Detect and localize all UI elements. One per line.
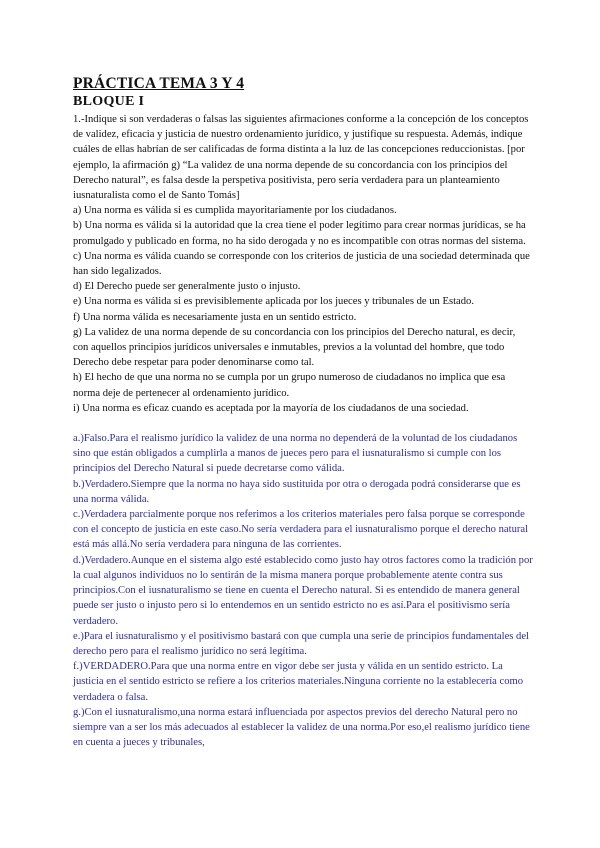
statement-i: i) Una norma es eficaz cuando es aceptada por la mayoría de los ciudadanos de una sociedad. (73, 402, 469, 414)
statement-d: d) El Derecho puede ser generalmente justo o injusto. (73, 281, 301, 293)
exercise-statement: 1.-Indique si son verdaderas o falsas las siguientes afirmaciones conforme a la concepción de los conceptos de validez, eficacia y justicia de nuestro ordenamiento jurídico, y justifique su respuesta. Además, indique cuáles de ellas habrían de ser calificadas de forma distinta a la luz de las concepciones reduccionistas. [por ejemplo, la afirmación g) “La validez de una norma depende de su concordancia con los principios del Derecho natural”, es falsa desde la perspetiva positivista, pero sería verdadera para un planteamiento iusnaturalista como el de Santo Tomás] (73, 114, 529, 202)
statement-g: g) La validez de una norma depende de su concordancia con los principios del Derecho natural, es decir, con aquellos principios jurídicos universales e inmutables, previos a la voluntad del hombre, que todo Derecho debe respetar para poder denominarse como tal. (73, 326, 516, 369)
answer-g: g.)Con el iusnaturalismo,una norma estará influenciada por aspectos previos del derecho Natural pero no siempre van a ser los más adecuados al establecer la validez de una norma.Por eso,el realismo jurídico tiene en cuenta a jueces y tribunales, (73, 706, 530, 749)
document-body (73, 75, 533, 750)
document-title: PRÁCTICA TEMA 3 Y 4 (73, 75, 245, 92)
answer-a: a.)Falso.Para el realismo jurídico la validez de una norma no dependerá de la voluntad de los ciudadanos sino que están obligados a cumplirla a manos de jueces pero para el iusnaturalismo si cumple con los principios del Derecho Natural si puede decretarse como válida. (73, 433, 518, 475)
answer-c: c.)Verdadera parcialmente porque nos referimos a los criterios materiales pero falsa porque se corresponde con el concepto de justicia en este caso.No sería verdadera para el iusnaturalismo porque el derecho natural está más allá.No sería verdadera para ninguna de las corrientes. (73, 509, 529, 551)
statement-a: a) Una norma es válida si es cumplida mayoritariamente por los ciudadanos. (73, 205, 397, 217)
statement-c: c) Una norma es válida cuando se corresponde con los criterios de justicia de una sociedad determinada que han sido legalizados. (73, 250, 530, 278)
spacer (73, 416, 533, 431)
answer-d: d.)Verdadero.Aunque en el sistema algo esté establecido como justo hay otros factores como la tradición por la cual algunos individuos no lo sentirán de la misma manera porque probablemente atente contra sus principios.Con el iusnaturalismo se tiene en cuenta el Derecho natural. Si es entendido de manera general puede ser justo o injusto pero si lo entendemos en un sentido estricto no es así.Para el positivismo sería verdadero. (73, 554, 533, 627)
answer-e: e.)Para el iusnaturalismo y el positivismo bastará con que cumpla una serie de principios fundamentales del derecho pero para el realismo jurídico no será legítima. (73, 630, 529, 657)
statement-f: f) Una norma válida es necesariamente justa en un sentido estricto. (73, 311, 357, 323)
statement-e: e) Una norma es válida si es previsiblemente aplicada por los jueces y tribunales de un Estado. (73, 296, 474, 308)
statement-h: h) El hecho de que una norma no se cumpla por un grupo numeroso de ciudadanos no implica que esa norma deje de pertenecer al ordenamiento jurídico. (73, 372, 506, 399)
section-heading: BLOQUE I (73, 94, 145, 109)
answer-b: b.)Verdadero.Siempre que la norma no haya sido sustituida por otra o derogada podrá considerarse que es una norma válida. (73, 478, 521, 505)
statement-b: b) Una norma es válida si la autoridad que la crea tiene el poder legítimo para crear normas jurídicas, se ha promulgado y publicado en forma, no ha sido derogada y no es incompatible con otras normas del sistema. (73, 220, 526, 247)
answer-f: f.)VERDADERO.Para que una norma entre en vigor debe ser justa y válida en un sentido estricto. La justicia en el sentido estricto se refiere a los criterios materiales.Ninguna corriente no la establecería como verdadera o falsa. (73, 661, 524, 703)
